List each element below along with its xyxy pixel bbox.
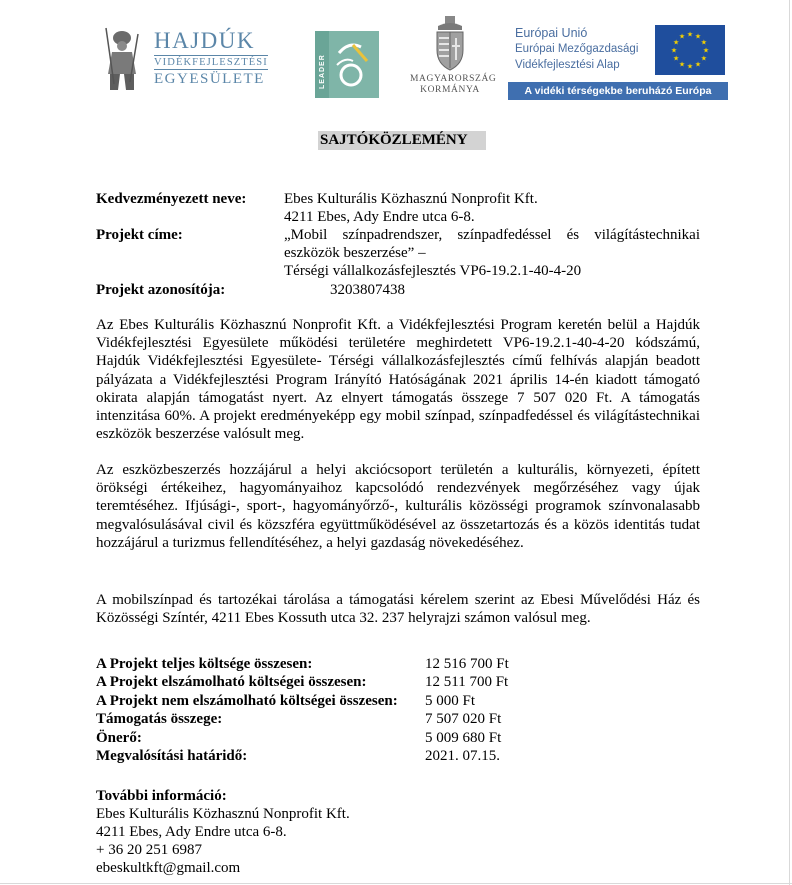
eu-line2: Európai Mezőgazdasági [515, 43, 639, 55]
cost-label: A Projekt elszámolható költségei összesen: [96, 674, 367, 691]
contact-org: Ebes Kulturális Közhasznú Nonprofit Kft. [96, 806, 350, 822]
eu-star-icon: ★ [700, 54, 708, 63]
cost-value: 2021. 07.15. [425, 748, 500, 764]
cost-row [96, 692, 700, 710]
leader-logo [315, 31, 379, 98]
coat-of-arms-icon [410, 16, 490, 72]
eu-star-icon: ★ [672, 38, 680, 47]
contact-heading: További információ: [96, 788, 227, 804]
project-id-label: Projekt azonosítója: [96, 282, 226, 298]
eu-star-icon: ★ [678, 32, 686, 41]
magyarorszag-kormanya-logo [410, 16, 497, 100]
eu-flag-icon [655, 25, 725, 75]
cost-value: 5 000 Ft [425, 692, 476, 709]
body-paragraph-3: A mobilszínpad és tartozékai tárolása a támogatási kérelem szerint az Ebesi Művelődési Ház és Közösségi Színtér, 4211 Ebes Kossuth utca 32. 237 helyrajzi számon valósul meg. [96, 592, 700, 627]
hajduk-logo-line2: VIDÉKFEJLESZTÉSI [154, 57, 268, 68]
contact-address: 4211 Ebes, Ady Endre utca 6-8. [96, 824, 287, 840]
beneficiary-address: 4211 Ebes, Ady Endre utca 6-8. [284, 209, 475, 225]
cost-label: Megvalósítási határidő: [96, 748, 248, 764]
page-right-edge [789, 0, 790, 885]
eu-star-icon: ★ [672, 54, 680, 63]
cost-value: 7 507 020 Ft [425, 711, 502, 728]
mk-line1: MAGYARORSZÁG [410, 74, 497, 84]
cost-label: A Projekt nem elszámolható költségei összesen: [96, 692, 398, 709]
eu-star-icon: ★ [700, 38, 708, 47]
project-id-value: 3203807438 [330, 282, 405, 298]
cost-label: Önerő: [96, 729, 142, 746]
project-title-line1: „Mobil színpadrendszer, színpadfedéssel és világítástechnikai [284, 227, 700, 243]
eu-star-icon: ★ [686, 30, 694, 39]
hajduk-logo [100, 24, 268, 96]
hajduk-logo-text [154, 28, 268, 89]
project-title-line3: Térségi vállalkozásfejlesztés VP6-19.2.1-40-4-20 [284, 263, 582, 279]
page-title: SAJTÓKÖZLEMÉNY [318, 131, 486, 150]
beneficiary-label: Kedvezményezett neve: [96, 191, 247, 207]
body-paragraph-2: Az eszközbeszerzés hozzájárul a helyi akciócsoport területén a kulturális, környezeti, épített örökségi értékeihez, hagyományaihoz kapcsolódó rendezvények megőrzéséhez vagy újak teremtéséhez. Ifjúsági-, sport-, hagyományőrző-, kulturális közösségi programok színvonalasabb megvalósulásával civil és közszféra együttműködésével az összetartozás és a közös identitás tudat hozzájárul a turizmus fellendítéséhez, a helyi gazdaság növekedéséhez. [96, 462, 700, 551]
cost-row [96, 673, 700, 691]
svg-text:LEADER: LEADER [319, 54, 326, 89]
eu-star-icon: ★ [694, 60, 702, 69]
eu-star-icon: ★ [702, 46, 710, 55]
eu-star-icon: ★ [678, 60, 686, 69]
mk-line2: KORMÁNYA [420, 85, 480, 95]
cost-value: 12 511 700 Ft [425, 674, 509, 691]
eu-star-icon: ★ [670, 46, 678, 55]
cost-value: 12 516 700 Ft [425, 656, 509, 672]
cost-row [96, 710, 700, 728]
eu-star-icon: ★ [694, 32, 702, 41]
body-paragraph-1: Az Ebes Kulturális Közhasznú Nonprofit Kft. a Vidékfejlesztési Program keretén belül a Hajdúk Vidékfejlesztési Egyesülete működési területére meghirdetett VP6-19.2.1-40-4-20 kódszámú, Hajdúk Vidékfejlesztési Egyesülete- Térségi vállalkozásfejlesztés című felhívás alapján beadott pályázata a Vidékfejlesztési Program Irányító Hatóságának 2021 április 14-én kiadott támogató okirata alapján támogatást nyert. Az elnyert támogatás összege 7 507 020 Ft. A támogatás intenzitása 60%. A projekt eredményeképp egy mobil színpad, színpadfedéssel és világítástechnikai eszközök beszerzése valósult meg. [96, 317, 700, 443]
cost-value: 5 009 680 Ft [425, 729, 502, 746]
eu-logo-text [515, 25, 638, 73]
leader-emblem-icon [315, 31, 379, 98]
cost-row [96, 655, 700, 673]
eu-line3: Vidékfejlesztési Alap [515, 59, 620, 71]
eu-star-icon: ★ [686, 62, 694, 71]
cost-label: Támogatás összege: [96, 711, 223, 728]
eu-tagline-bar: A vidéki térségekbe beruházó Európa [508, 82, 728, 100]
magyarorszag-kormanya-text [410, 74, 497, 96]
contact-email: ebeskultkft@gmail.com [96, 860, 241, 876]
cost-row [96, 747, 700, 765]
hajduk-logo-line1: HAJDÚK [154, 28, 255, 53]
page-bottom-edge [0, 883, 792, 884]
project-title-label: Projekt címe: [96, 227, 183, 243]
project-title-line2: eszközök beszerzése” – [284, 245, 426, 261]
cost-label: A Projekt teljes költsége összesen: [96, 656, 313, 672]
contact-phone: + 36 20 251 6987 [96, 842, 202, 858]
cost-row [96, 729, 700, 747]
hajduk-logo-line3: EGYESÜLETE [154, 71, 265, 87]
eu-eafrd-logo [508, 19, 728, 101]
beneficiary-name: Ebes Kulturális Közhasznú Nonprofit Kft. [284, 191, 538, 207]
hajduk-warrior-icon [100, 24, 144, 94]
eu-line1: Európai Unió [515, 26, 588, 40]
